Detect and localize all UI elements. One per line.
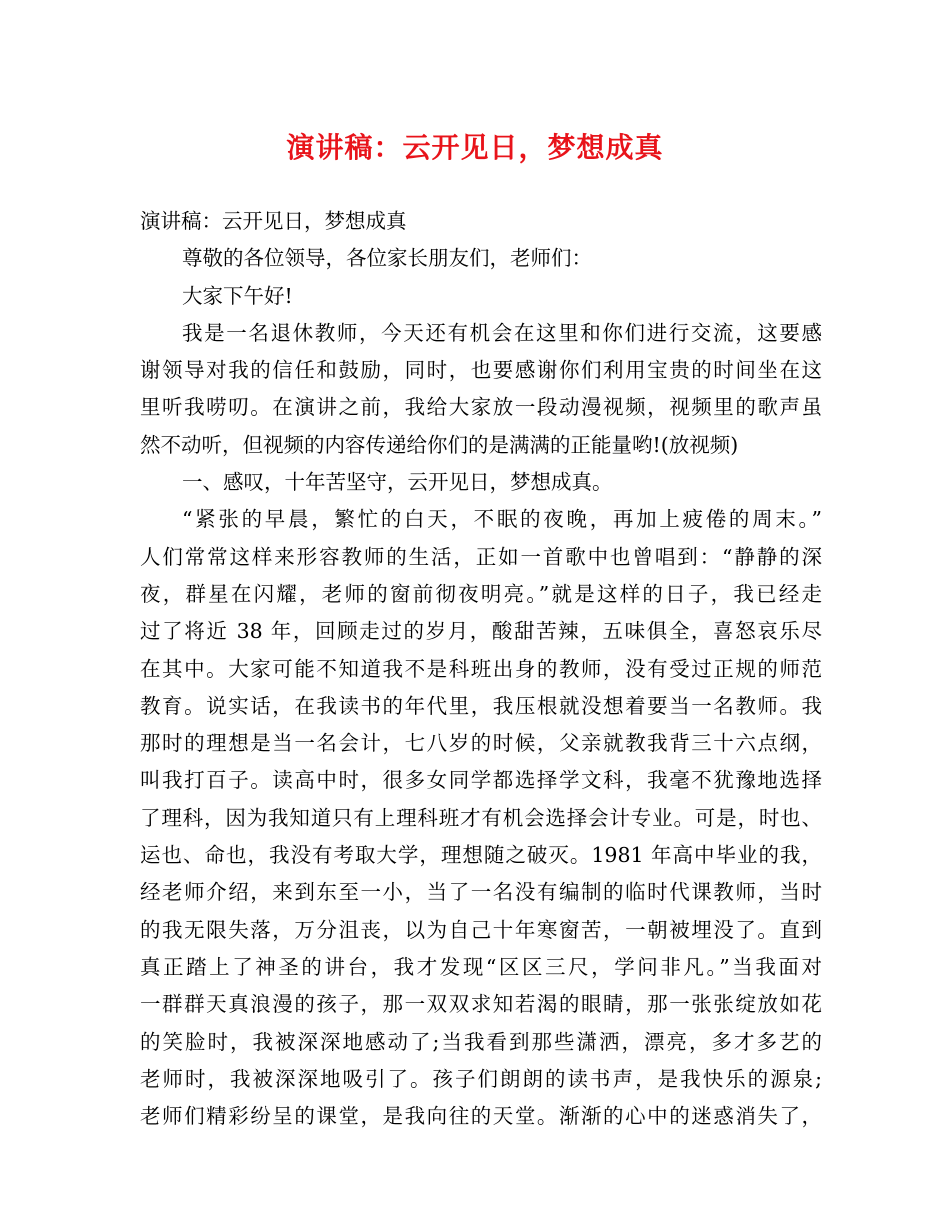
text-line: 过了将近 38 年，回顾走过的岁月，酸甜苦辣，五味俱全，喜怒哀乐尽 [140, 619, 822, 644]
text-line: 人们常常这样来形容教师的生活，正如一首歌中也曾唱到：“静静的深 [140, 544, 822, 569]
text-line: 了理科，因为我知道只有上理科班才有机会选择会计专业。可是，时也、 [140, 805, 822, 830]
text-line: 教育。说实话，在我读书的年代里，我压根就没想着要当一名教师。我 [140, 693, 822, 718]
text-line: 老师们精彩纷呈的课堂，是我向往的天堂。渐渐的心中的迷惑消失了， [140, 1104, 822, 1129]
text-line: “紧张的早晨，繁忙的白天，不眠的夜晚，再加上疲倦的周末。” [182, 507, 822, 532]
text-line: 真正踏上了神圣的讲台，我才发现“区区三尺，学问非凡。”当我面对 [140, 954, 822, 979]
text-line: 一群群天真浪漫的孩子，那一双双求知若渴的眼睛，那一张张绽放如花 [140, 992, 822, 1017]
text-line-greeting: 大家下午好! [182, 283, 293, 308]
document-title: 演讲稿：云开见日，梦想成真 [286, 131, 664, 164]
text-line: 那时的理想是当一名会计，七八岁的时候，父亲就教我背三十六点纲， [140, 731, 822, 756]
text-line-salutation: 尊敬的各位领导，各位家长朋友们，老师们： [182, 246, 592, 271]
text-line: 里听我唠叨。在演讲之前，我给大家放一段动漫视频，视频里的歌声虽 [140, 395, 822, 420]
text-line: 在其中。大家可能不知道我不是科班出身的教师，没有受过正规的师范 [140, 656, 822, 681]
text-line: 谢领导对我的信任和鼓励，同时，也要感谢你们利用宝贵的时间坐在这 [140, 358, 822, 383]
text-line: 老师时，我被深深地吸引了。孩子们朗朗的读书声，是我快乐的源泉; [140, 1066, 822, 1091]
text-line: 夜，群星在闪耀，老师的窗前彻夜明亮。”就是这样的日子，我已经走 [140, 581, 822, 606]
text-line: 然不动听，但视频的内容传递给你们的是满满的正能量哟!(放视频) [140, 432, 739, 457]
section-heading: 一、感叹，十年苦坚守，云开见日，梦想成真。 [182, 470, 613, 495]
text-line-subtitle: 演讲稿：云开见日，梦想成真 [140, 209, 407, 233]
text-line: 的我无限失落，万分沮丧，以为自己十年寒窗苦，一朝被埋没了。直到 [140, 917, 822, 942]
text-line: 我是一名退休教师，今天还有机会在这里和你们进行交流，这要感 [182, 320, 822, 345]
text-line: 经老师介绍，来到东至一小，当了一名没有编制的临时代课教师，当时 [140, 880, 822, 905]
text-line: 叫我打百子。读高中时，很多女同学都选择学文科，我毫不犹豫地选择 [140, 768, 822, 793]
text-line: 运也、命也，我没有考取大学，理想随之破灭。1981 年高中毕业的我， [140, 843, 822, 868]
document-body [140, 203, 822, 1135]
text-line: 的笑脸时，我被深深地感动了;当我看到那些潇洒，漂亮，多才多艺的 [140, 1029, 822, 1054]
